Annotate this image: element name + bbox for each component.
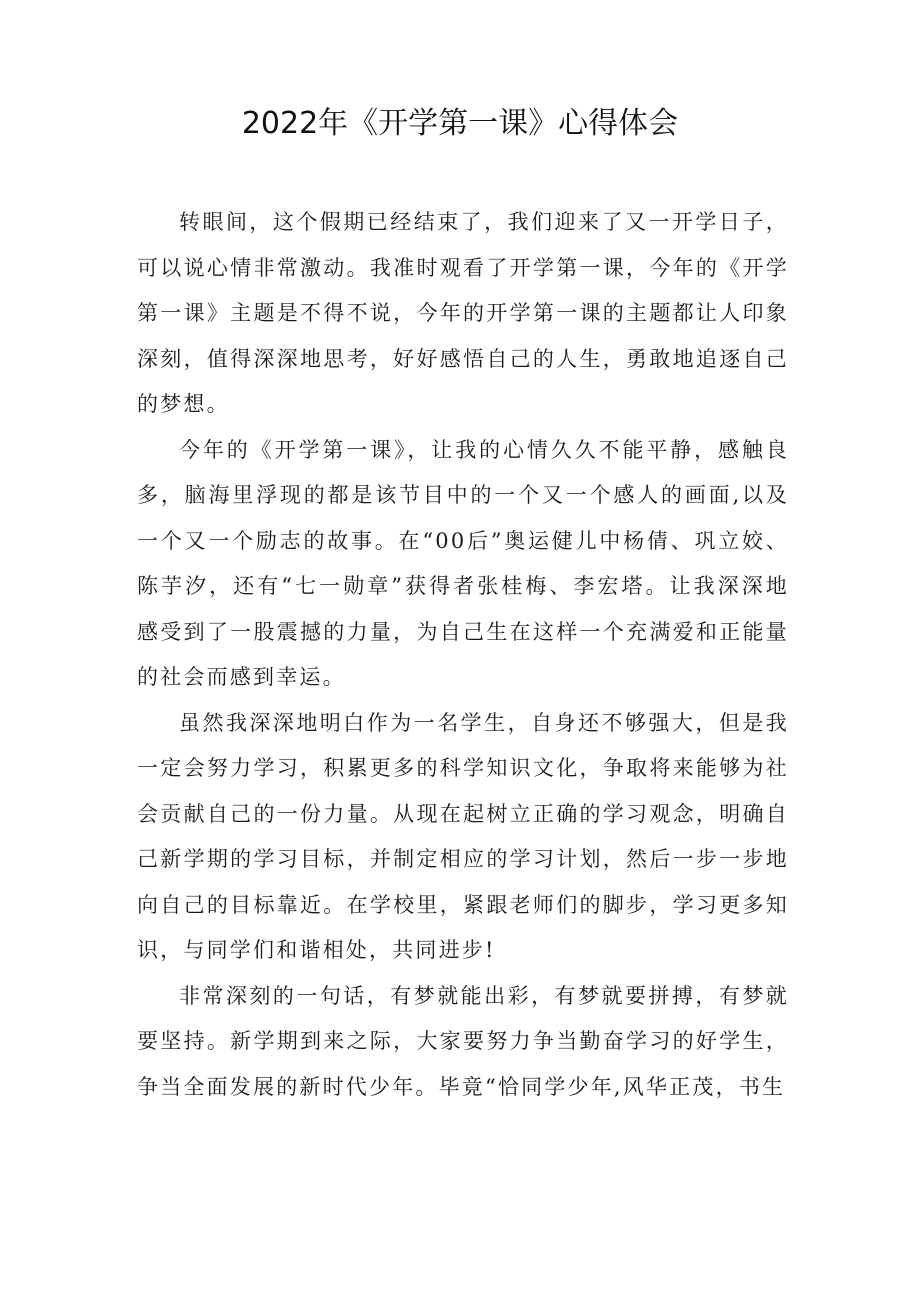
paragraph-4: 非常深刻的一句话，有梦就能出彩，有梦就要拼搏，有梦就要坚持。新学期到来之际，大家要努力争当勤奋学习的好学生，争当全面发展的新时代少年。毕竟“恰同学少年,风华正茂，书生: [137, 983, 789, 1099]
paragraph-2: 今年的《开学第一课》，让我的心情久久不能平静，感触良多，脑海里浮现的都是该节目中的一个又一个感人的画面,以及一个又一个励志的故事。在“00后”奥运健儿中杨倩、巩立姣、陈芋汐，还有“七一勋章”获得者张桂梅、李宏塔。让我深深地感受到了一股震撼的力量，为自己生在这样一个充满爱和正能量的社会而感到幸运。: [137, 437, 789, 689]
document-title: 2022年《开学第一课》心得体会: [241, 106, 679, 141]
document-body: [137, 200, 789, 1110]
paragraph-3: 虽然我深深地明白作为一名学生，自身还不够强大，但是我一定会努力学习，积累更多的科学知识文化，争取将来能够为社会贡献自己的一份力量。从现在起树立正确的学习观念，明确自己新学期的学习目标，并制定相应的学习计划，然后一步一步地向自己的目标靠近。在学校里，紧跟老师们的脚步，学习更多知识，与同学们和谐相处，共同进步!: [137, 710, 789, 962]
paragraph-1: 转眼间，这个假期已经结束了，我们迎来了又一开学日子，可以说心情非常激动。我准时观看了开学第一课，今年的《开学第一课》主题是不得不说，今年的开学第一课的主题都让人印象深刻，值得深深地思考，好好感悟自己的人生，勇敢地追逐自己的梦想。: [137, 210, 789, 416]
